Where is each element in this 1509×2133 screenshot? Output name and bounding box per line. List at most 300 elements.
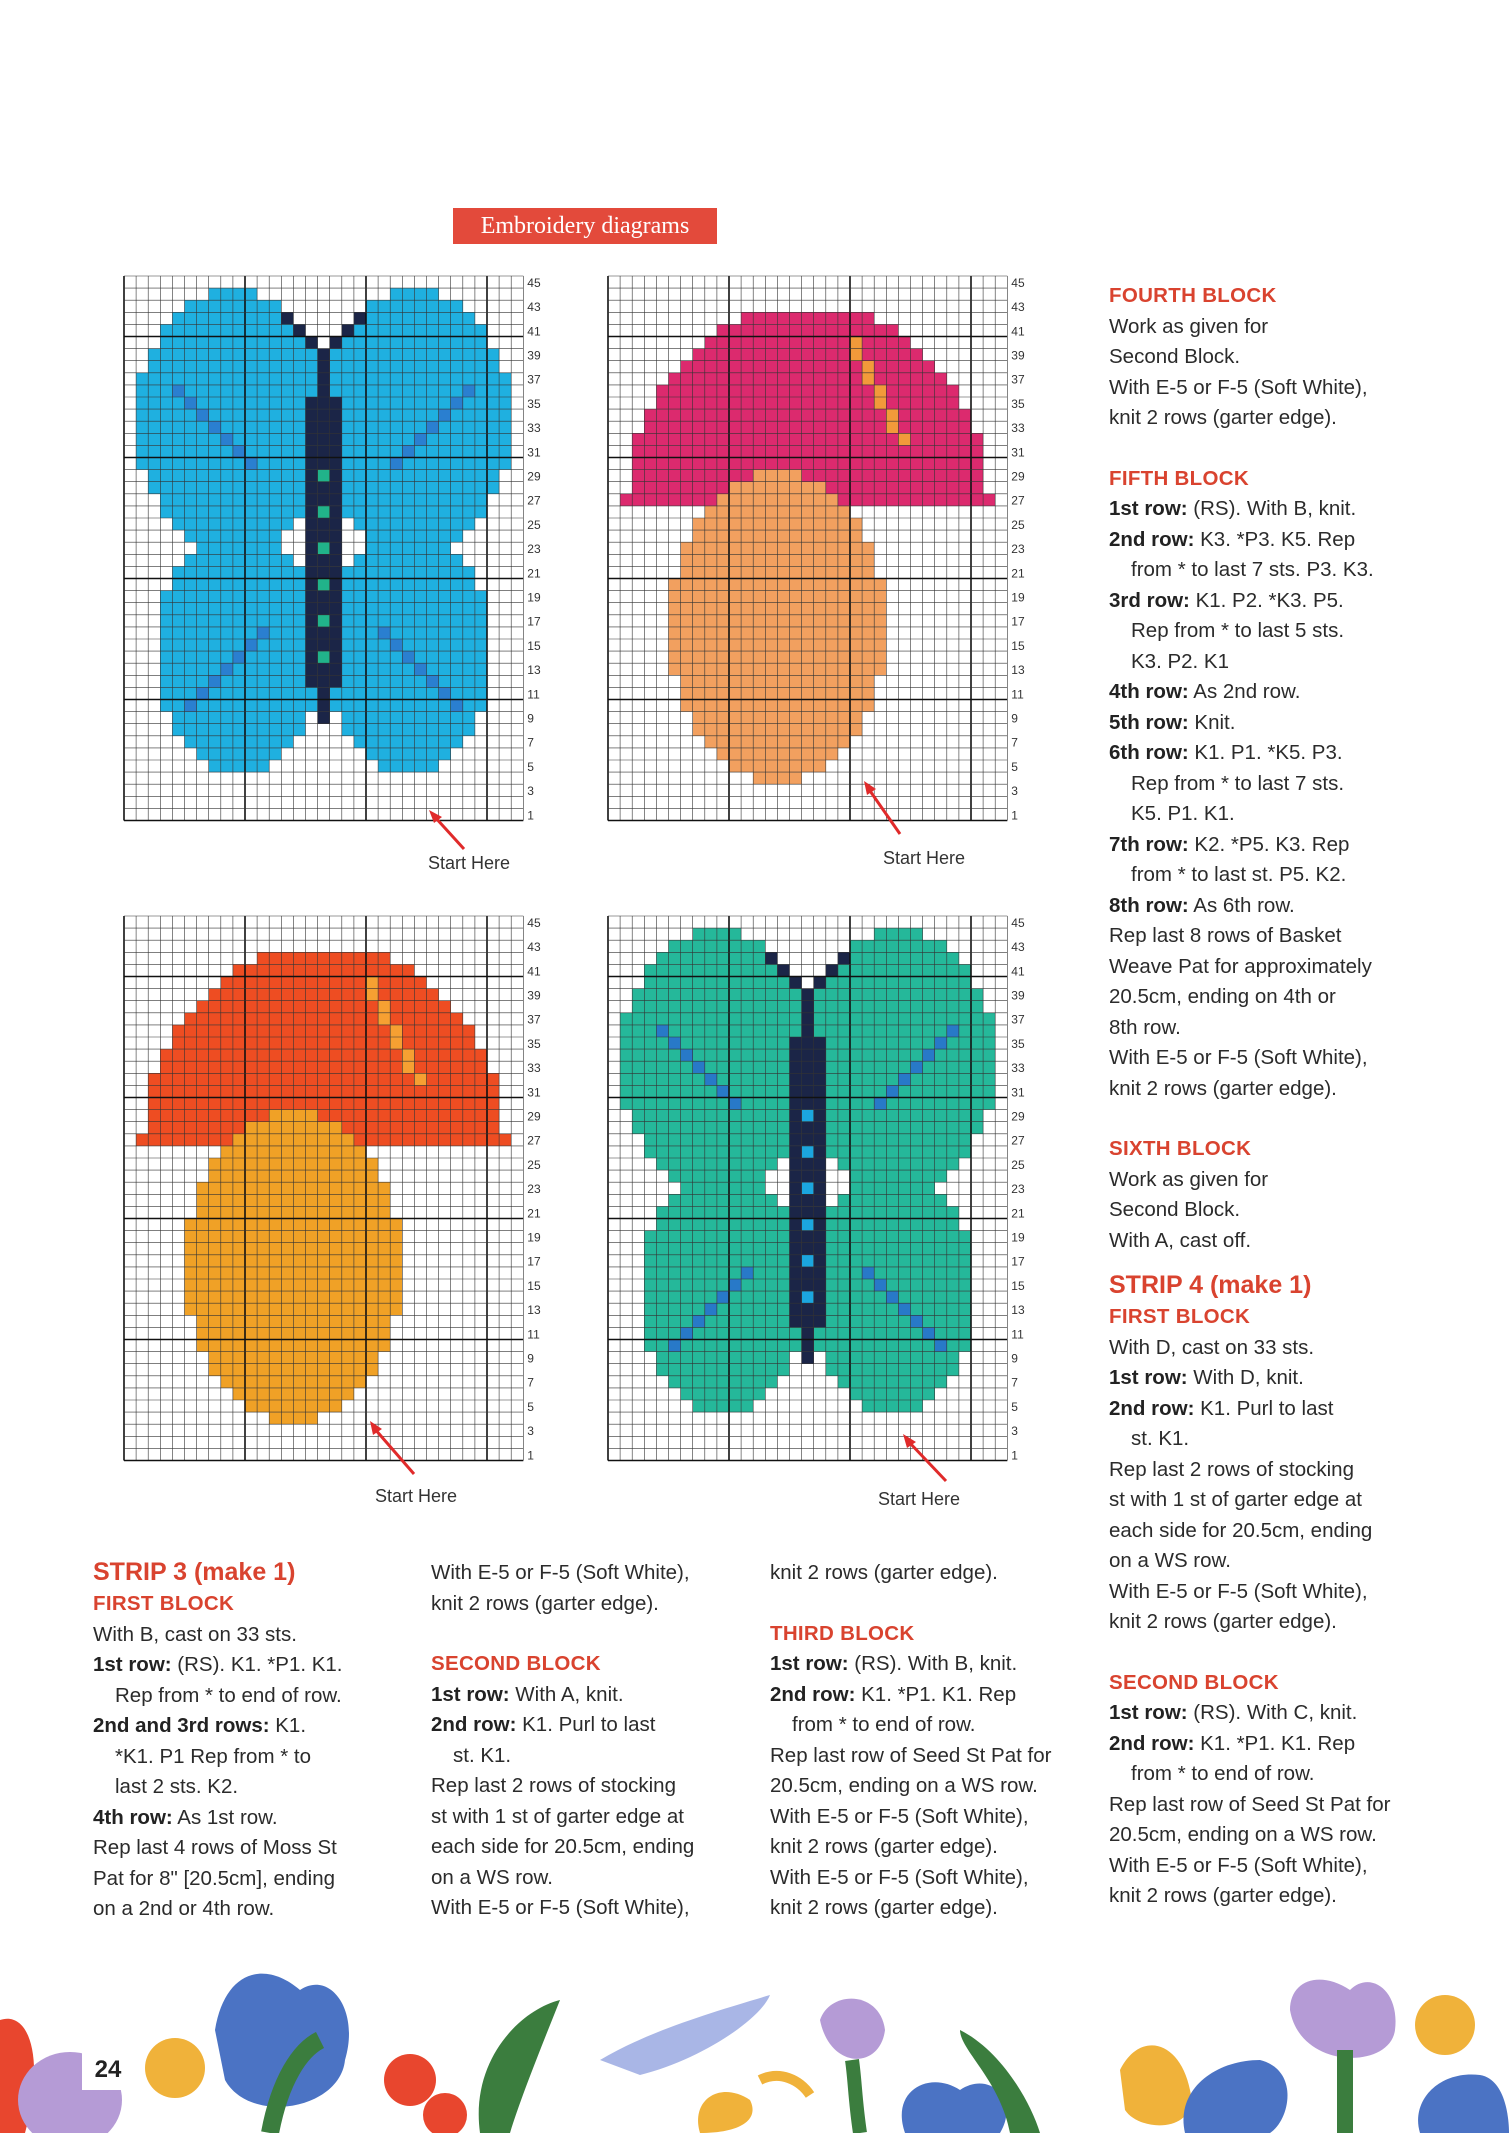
upper-wing bbox=[257, 324, 269, 336]
mushroom-stem bbox=[306, 1255, 318, 1267]
embroidery-diagrams-banner: Embroidery diagrams bbox=[453, 208, 717, 244]
body-dot bbox=[318, 542, 330, 554]
mushroom-stem bbox=[318, 1194, 330, 1206]
upper-wing bbox=[777, 1073, 789, 1085]
mushroom-cap bbox=[681, 458, 693, 470]
upper-wing bbox=[947, 952, 959, 964]
lower-wing bbox=[693, 1352, 705, 1364]
upper-wing bbox=[644, 1001, 656, 1013]
mushroom-cap bbox=[342, 952, 354, 964]
lower-wing bbox=[874, 1400, 886, 1412]
mushroom-cap bbox=[777, 385, 789, 397]
mushroom-cap bbox=[790, 397, 802, 409]
mushroom-cap bbox=[729, 470, 741, 482]
upper-wing bbox=[366, 421, 378, 433]
mushroom-stem bbox=[741, 579, 753, 591]
antenna bbox=[765, 952, 777, 964]
fifth-block-heading: FIFTH BLOCK bbox=[1109, 466, 1249, 490]
mushroom-stem bbox=[390, 1279, 402, 1291]
upper-wing bbox=[354, 397, 366, 409]
upper-wing bbox=[378, 458, 390, 470]
mushroom-cap bbox=[790, 445, 802, 457]
lower-wing bbox=[439, 591, 451, 603]
upper-wing bbox=[402, 433, 414, 445]
mushroom-cap bbox=[160, 1098, 172, 1110]
cap-stripe bbox=[886, 409, 898, 421]
upper-wing bbox=[814, 1013, 826, 1025]
text-line: With E-5 or F-5 (Soft White), bbox=[770, 1865, 1029, 1889]
lower-wing bbox=[233, 736, 245, 748]
first-block-heading: FIRST BLOCK bbox=[1109, 1305, 1251, 1328]
upper-wing bbox=[233, 361, 245, 373]
mushroom-cap bbox=[257, 1001, 269, 1013]
lower-wing bbox=[245, 700, 257, 712]
upper-wing bbox=[148, 421, 160, 433]
mushroom-cap bbox=[293, 1013, 305, 1025]
mushroom-stem bbox=[765, 675, 777, 687]
start-arrow bbox=[864, 781, 900, 834]
upper-wing bbox=[269, 373, 281, 385]
lower-wing bbox=[197, 591, 209, 603]
mushroom-cap bbox=[281, 952, 293, 964]
mushroom-cap bbox=[245, 1085, 257, 1097]
lower-wing bbox=[390, 627, 402, 639]
upper-wing bbox=[306, 385, 318, 397]
mushroom-cap bbox=[911, 494, 923, 506]
mushroom-stem bbox=[269, 1400, 281, 1412]
mushroom-stem bbox=[753, 579, 765, 591]
upper-wing bbox=[197, 397, 209, 409]
upper-wing bbox=[886, 977, 898, 989]
mushroom-stem bbox=[209, 1182, 221, 1194]
lower-wing bbox=[390, 724, 402, 736]
body bbox=[802, 1340, 814, 1352]
upper-wing bbox=[269, 409, 281, 421]
mushroom-stem bbox=[765, 603, 777, 615]
mushroom-cap bbox=[717, 458, 729, 470]
lower-wing bbox=[862, 1182, 874, 1194]
mushroom-cap bbox=[342, 1001, 354, 1013]
upper-wing bbox=[971, 1037, 983, 1049]
mushroom-cap bbox=[656, 385, 668, 397]
mushroom-cap bbox=[221, 1025, 233, 1037]
mushroom-cap bbox=[923, 470, 935, 482]
lower-wing bbox=[221, 639, 233, 651]
mushroom-stem bbox=[862, 554, 874, 566]
antenna bbox=[777, 964, 789, 976]
mushroom-stem bbox=[185, 1243, 197, 1255]
mushroom-stem bbox=[221, 1291, 233, 1303]
mushroom-cap bbox=[681, 482, 693, 494]
mushroom-cap bbox=[439, 1001, 451, 1013]
text-line: With E-5 or F-5 (Soft White), bbox=[1109, 1046, 1368, 1069]
mushroom-cap bbox=[838, 361, 850, 373]
lower-wing bbox=[402, 748, 414, 760]
wing-vein bbox=[886, 1085, 898, 1097]
mushroom-stem bbox=[306, 1315, 318, 1327]
upper-wing bbox=[354, 361, 366, 373]
lower-wing bbox=[935, 1219, 947, 1231]
mushroom-cap bbox=[850, 397, 862, 409]
lower-wing bbox=[245, 675, 257, 687]
mushroom-stem bbox=[838, 506, 850, 518]
mushroom-stem bbox=[318, 1255, 330, 1267]
mushroom-stem bbox=[269, 1388, 281, 1400]
lower-wing bbox=[172, 712, 184, 724]
lower-wing bbox=[741, 1315, 753, 1327]
lower-wing bbox=[886, 1206, 898, 1218]
mushroom-stem bbox=[209, 1231, 221, 1243]
upper-wing bbox=[427, 445, 439, 457]
mushroom-cap bbox=[790, 373, 802, 385]
body bbox=[318, 458, 330, 470]
upper-wing bbox=[390, 385, 402, 397]
lower-wing bbox=[705, 1231, 717, 1243]
upper-wing bbox=[693, 964, 705, 976]
mushroom-stem bbox=[790, 712, 802, 724]
lower-wing bbox=[741, 1291, 753, 1303]
upper-wing bbox=[414, 349, 426, 361]
body bbox=[802, 1279, 814, 1291]
upper-wing bbox=[644, 1098, 656, 1110]
upper-wing bbox=[221, 409, 233, 421]
mushroom-stem bbox=[790, 772, 802, 784]
upper-wing bbox=[427, 409, 439, 421]
upper-wing bbox=[185, 324, 197, 336]
lower-wing bbox=[439, 675, 451, 687]
lower-wing bbox=[693, 1303, 705, 1315]
mushroom-cap bbox=[281, 1025, 293, 1037]
upper-wing bbox=[862, 1001, 874, 1013]
upper-wing bbox=[850, 952, 862, 964]
lower-wing bbox=[245, 736, 257, 748]
body bbox=[318, 397, 330, 409]
upper-wing bbox=[366, 530, 378, 542]
lower-wing bbox=[390, 579, 402, 591]
lower-wing bbox=[439, 700, 451, 712]
upper-wing bbox=[656, 1001, 668, 1013]
upper-wing bbox=[717, 1049, 729, 1061]
mushroom-stem bbox=[790, 494, 802, 506]
upper-wing bbox=[644, 1049, 656, 1061]
lower-wing bbox=[172, 566, 184, 578]
upper-wing bbox=[475, 470, 487, 482]
lower-wing bbox=[402, 639, 414, 651]
mushroom-cap bbox=[790, 337, 802, 349]
upper-wing bbox=[705, 964, 717, 976]
mushroom-cap bbox=[451, 1134, 463, 1146]
mushroom-stem bbox=[729, 687, 741, 699]
lower-wing bbox=[342, 651, 354, 663]
mushroom-stem bbox=[765, 470, 777, 482]
mushroom-cap bbox=[402, 989, 414, 1001]
upper-wing bbox=[765, 1073, 777, 1085]
upper-wing bbox=[898, 1001, 910, 1013]
mushroom-stem bbox=[814, 712, 826, 724]
upper-wing bbox=[693, 989, 705, 1001]
mushroom-cap bbox=[209, 1025, 221, 1037]
lower-wing bbox=[959, 1267, 971, 1279]
upper-wing bbox=[729, 1073, 741, 1085]
mushroom-cap bbox=[838, 397, 850, 409]
mushroom-stem bbox=[293, 1182, 305, 1194]
mushroom-cap bbox=[656, 421, 668, 433]
upper-wing bbox=[959, 1025, 971, 1037]
lower-wing bbox=[414, 639, 426, 651]
upper-wing bbox=[729, 928, 741, 940]
butterfly-green-chart bbox=[608, 916, 1028, 1481]
upper-wing bbox=[644, 1122, 656, 1134]
upper-wing bbox=[620, 1037, 632, 1049]
upper-wing bbox=[729, 977, 741, 989]
body bbox=[306, 554, 318, 566]
mushroom-cap bbox=[499, 1134, 511, 1146]
upper-wing bbox=[354, 433, 366, 445]
lower-wing bbox=[233, 748, 245, 760]
mushroom-cap bbox=[172, 1098, 184, 1110]
upper-wing bbox=[245, 433, 257, 445]
upper-wing bbox=[874, 928, 886, 940]
mushroom-cap bbox=[354, 1061, 366, 1073]
mushroom-stem bbox=[281, 1146, 293, 1158]
mushroom-cap bbox=[886, 385, 898, 397]
mushroom-cap bbox=[826, 421, 838, 433]
mushroom-cap bbox=[269, 1061, 281, 1073]
lower-wing bbox=[366, 736, 378, 748]
mushroom-stem bbox=[233, 1194, 245, 1206]
lower-wing bbox=[245, 687, 257, 699]
lower-wing bbox=[729, 1255, 741, 1267]
mushroom-stem bbox=[765, 506, 777, 518]
upper-wing bbox=[886, 989, 898, 1001]
upper-wing bbox=[233, 324, 245, 336]
row-number-label: 3 bbox=[1011, 1424, 1018, 1439]
upper-wing bbox=[439, 458, 451, 470]
upper-wing bbox=[898, 1085, 910, 1097]
mushroom-cap bbox=[729, 445, 741, 457]
lower-wing bbox=[390, 542, 402, 554]
text-line: With E-5 or F-5 (Soft White), bbox=[431, 1561, 690, 1584]
text-line: 5th row: Knit. bbox=[1109, 710, 1236, 734]
lower-wing bbox=[729, 1182, 741, 1194]
mushroom-cap bbox=[935, 373, 947, 385]
mushroom-stem bbox=[257, 1291, 269, 1303]
upper-wing bbox=[209, 482, 221, 494]
lower-wing bbox=[838, 1231, 850, 1243]
mushroom-stem bbox=[209, 1315, 221, 1327]
upper-wing bbox=[245, 421, 257, 433]
upper-wing bbox=[983, 1025, 995, 1037]
lower-wing bbox=[281, 736, 293, 748]
lower-wing bbox=[233, 712, 245, 724]
upper-wing bbox=[281, 337, 293, 349]
mushroom-cap bbox=[826, 337, 838, 349]
mushroom-stem bbox=[874, 579, 886, 591]
body-dot bbox=[318, 579, 330, 591]
upper-wing bbox=[874, 1146, 886, 1158]
lower-wing bbox=[221, 748, 233, 760]
mushroom-cap bbox=[463, 1085, 475, 1097]
upper-wing bbox=[209, 506, 221, 518]
antenna bbox=[318, 349, 330, 361]
upper-wing bbox=[850, 1049, 862, 1061]
mushroom-stem bbox=[705, 712, 717, 724]
upper-wing bbox=[378, 385, 390, 397]
mushroom-stem bbox=[850, 712, 862, 724]
mushroom-cap bbox=[826, 324, 838, 336]
lower-wing bbox=[257, 554, 269, 566]
lower-wing bbox=[209, 639, 221, 651]
upper-wing bbox=[669, 1013, 681, 1025]
upper-wing bbox=[886, 1001, 898, 1013]
body bbox=[814, 1170, 826, 1182]
row-number-label: 43 bbox=[1011, 940, 1025, 955]
lower-wing bbox=[741, 1388, 753, 1400]
upper-wing bbox=[366, 361, 378, 373]
upper-wing bbox=[826, 989, 838, 1001]
mushroom-stem bbox=[838, 700, 850, 712]
upper-wing bbox=[427, 349, 439, 361]
mushroom-stem bbox=[765, 566, 777, 578]
floral-footer-decoration bbox=[0, 1950, 1509, 2133]
upper-wing bbox=[281, 445, 293, 457]
mushroom-stem bbox=[209, 1170, 221, 1182]
mushroom-stem bbox=[197, 1231, 209, 1243]
mushroom-cap bbox=[269, 977, 281, 989]
mushroom-stem bbox=[281, 1122, 293, 1134]
mushroom-stem bbox=[221, 1376, 233, 1388]
text-line: 1st row: (RS). With B, knit. bbox=[1109, 497, 1357, 520]
lower-wing bbox=[656, 1315, 668, 1327]
mushroom-stem bbox=[245, 1364, 257, 1376]
lower-wing bbox=[342, 675, 354, 687]
text-line: 1st row: (RS). K1. *P1. K1. bbox=[93, 1653, 343, 1676]
mushroom-cap bbox=[354, 1098, 366, 1110]
cap-stripe bbox=[402, 1049, 414, 1061]
upper-wing bbox=[838, 1158, 850, 1170]
mushroom-cap bbox=[886, 482, 898, 494]
lower-wing bbox=[959, 1291, 971, 1303]
mushroom-cap bbox=[814, 458, 826, 470]
mushroom-cap bbox=[293, 989, 305, 1001]
upper-wing bbox=[717, 1134, 729, 1146]
mushroom-cap bbox=[753, 324, 765, 336]
mushroom-cap bbox=[293, 1037, 305, 1049]
lower-wing bbox=[209, 748, 221, 760]
mushroom-stem bbox=[741, 687, 753, 699]
upper-wing bbox=[838, 1037, 850, 1049]
mushroom-cap bbox=[427, 1073, 439, 1085]
upper-wing bbox=[354, 445, 366, 457]
mushroom-cap bbox=[402, 1110, 414, 1122]
mushroom-cap bbox=[475, 1134, 487, 1146]
upper-wing bbox=[850, 1013, 862, 1025]
lower-wing bbox=[826, 1315, 838, 1327]
mushroom-cap bbox=[862, 421, 874, 433]
mushroom-stem bbox=[366, 1303, 378, 1315]
text-line: knit 2 rows (garter edge). bbox=[1109, 1076, 1337, 1100]
mushroom-stem bbox=[826, 736, 838, 748]
mushroom-cap bbox=[886, 397, 898, 409]
lower-wing bbox=[257, 675, 269, 687]
mushroom-cap bbox=[390, 1061, 402, 1073]
lower-wing bbox=[669, 1194, 681, 1206]
mushroom-cap bbox=[366, 1122, 378, 1134]
mushroom-cap bbox=[209, 1098, 221, 1110]
upper-wing bbox=[741, 1061, 753, 1073]
upper-wing bbox=[826, 1037, 838, 1049]
upper-wing bbox=[656, 1037, 668, 1049]
lower-wing bbox=[681, 1194, 693, 1206]
lower-wing bbox=[717, 1170, 729, 1182]
cap-stripe bbox=[862, 361, 874, 373]
upper-wing bbox=[947, 977, 959, 989]
upper-wing bbox=[354, 482, 366, 494]
lower-wing bbox=[378, 651, 390, 663]
upper-wing bbox=[172, 397, 184, 409]
lower-wing bbox=[644, 1327, 656, 1339]
mushroom-cap bbox=[765, 324, 777, 336]
mushroom-stem bbox=[838, 712, 850, 724]
antenna bbox=[802, 989, 814, 1001]
mushroom-cap bbox=[257, 1013, 269, 1025]
mushroom-stem bbox=[257, 1231, 269, 1243]
mushroom-cap bbox=[705, 494, 717, 506]
upper-wing bbox=[911, 977, 923, 989]
mushroom-cap bbox=[185, 1098, 197, 1110]
lower-wing bbox=[874, 1388, 886, 1400]
mushroom-cap bbox=[463, 1025, 475, 1037]
mushroom-stem bbox=[233, 1279, 245, 1291]
mushroom-cap bbox=[306, 977, 318, 989]
lower-wing bbox=[245, 760, 257, 772]
lower-wing bbox=[693, 1194, 705, 1206]
mushroom-cap bbox=[850, 421, 862, 433]
mushroom-stem bbox=[765, 554, 777, 566]
upper-wing bbox=[451, 433, 463, 445]
upper-wing bbox=[439, 433, 451, 445]
mushroom-stem bbox=[826, 542, 838, 554]
upper-wing bbox=[777, 1013, 789, 1025]
mushroom-cap bbox=[318, 1013, 330, 1025]
lower-wing bbox=[185, 651, 197, 663]
upper-wing bbox=[281, 324, 293, 336]
mushroom-cap bbox=[935, 482, 947, 494]
mushroom-stem bbox=[705, 687, 717, 699]
lower-wing bbox=[269, 687, 281, 699]
sixth-block-heading: SIXTH BLOCK bbox=[1109, 1137, 1252, 1160]
row-number-label: 29 bbox=[527, 469, 541, 484]
upper-wing bbox=[862, 1085, 874, 1097]
upper-wing bbox=[402, 385, 414, 397]
mushroom-stem bbox=[293, 1340, 305, 1352]
mushroom-stem bbox=[221, 1364, 233, 1376]
lower-wing bbox=[354, 566, 366, 578]
upper-wing bbox=[911, 1146, 923, 1158]
upper-wing bbox=[463, 409, 475, 421]
lower-wing bbox=[269, 603, 281, 615]
mushroom-stem bbox=[293, 1267, 305, 1279]
upper-wing bbox=[874, 964, 886, 976]
mushroom-cap bbox=[245, 1049, 257, 1061]
body bbox=[814, 1267, 826, 1279]
mushroom-stem bbox=[318, 1206, 330, 1218]
lower-wing bbox=[850, 1231, 862, 1243]
upper-wing bbox=[257, 312, 269, 324]
upper-wing bbox=[898, 1049, 910, 1061]
lower-wing bbox=[414, 748, 426, 760]
lower-wing bbox=[741, 1219, 753, 1231]
